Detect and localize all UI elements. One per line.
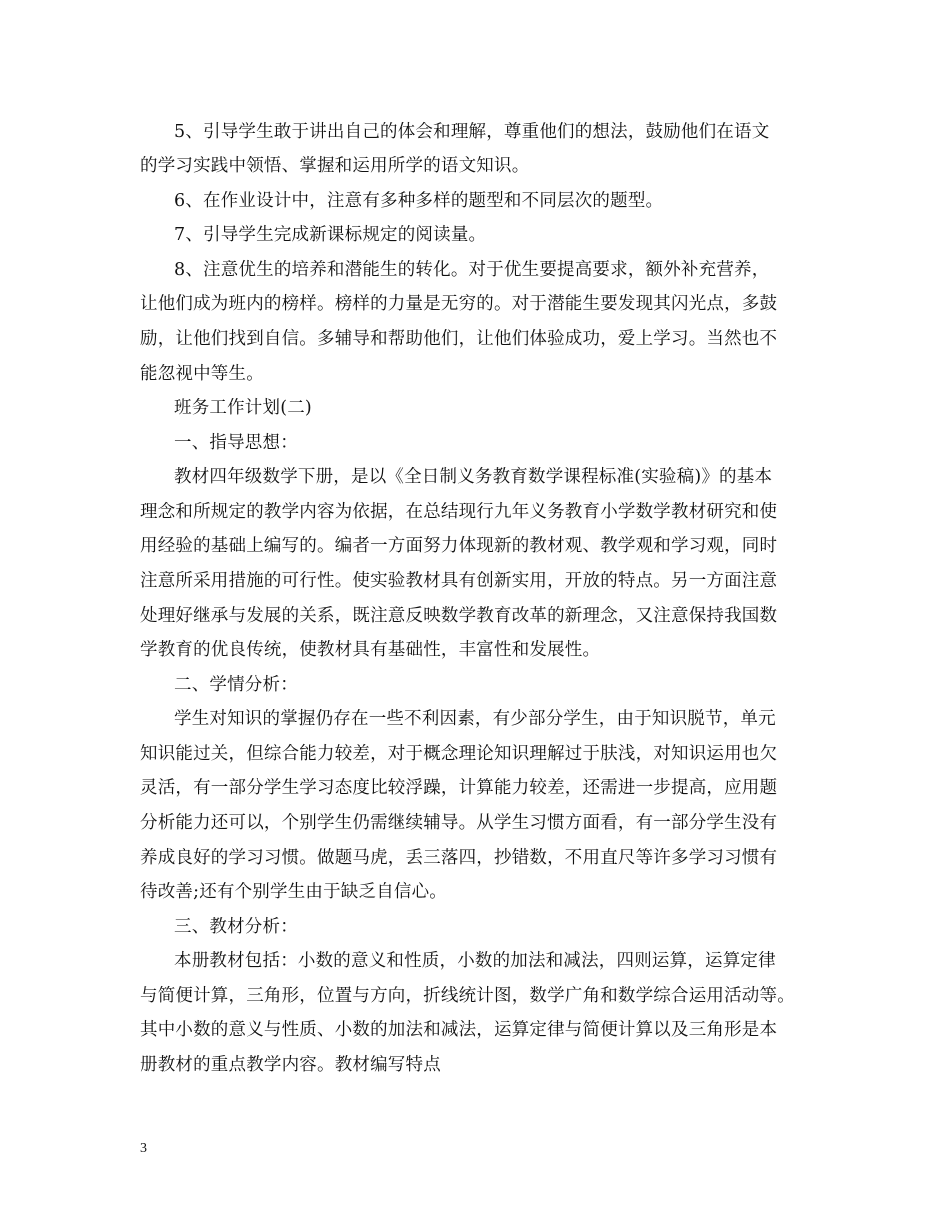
text-line: 理念和所规定的教学内容为依据，在总结现行九年义务教育小学数学教材研究和使: [140, 502, 778, 522]
text-line: 其中小数的意义与性质、小数的加法和减法，运算定律与简便计算以及三角形是本: [140, 1020, 778, 1040]
text-line: 能忽视中等生。: [140, 364, 264, 384]
text-line: 励，让他们找到自信。多辅导和帮助他们，让他们体验成功，爱上学习。当然也不: [140, 329, 778, 349]
text-line: 让他们成为班内的榜样。榜样的力量是无穷的。对于潜能生要发现其闪光点，多鼓: [140, 294, 778, 314]
text-line: 6、在作业设计中，注意有多种多样的题型和不同层次的题型。: [174, 191, 664, 211]
section-heading: 三、教材分析：: [174, 917, 298, 937]
text-line: 知识能过关，但综合能力较差，对于概念理论知识理解过于肤浅，对知识运用也欠: [140, 744, 778, 764]
text-line: 处理好继承与发展的关系，既注意反映数学教育改革的新理念，又注意保持我国数: [140, 606, 778, 626]
text-line: 册教材的重点教学内容。教材编写特点: [140, 1055, 441, 1075]
text-line: 与简便计算，三角形，位置与方向，折线统计图，数学广角和数学综合运用活动等。: [140, 986, 795, 1006]
text-line: 本册教材包括：小数的意义和性质，小数的加法和减法，四则运算，运算定律: [174, 951, 776, 971]
text-line: 待改善;还有个别学生由于缺乏自信心。: [140, 882, 447, 902]
text-line: 养成良好的学习习惯。做题马虎，丢三落四，抄错数，不用直尺等许多学习习惯有: [140, 848, 778, 868]
section-heading: 二、学情分析：: [174, 675, 298, 695]
text-line: 教材四年级数学下册，是以《全日制义务教育数学课程标准(实验稿)》的基本: [174, 467, 773, 487]
section-heading: 一、指导思想：: [174, 433, 298, 453]
text-line: 5、引导学生敢于讲出自己的体会和理解，尊重他们的想法，鼓励他们在语文: [174, 122, 770, 142]
text-line: 的学习实践中领悟、掌握和运用所学的语文知识。: [140, 156, 530, 176]
text-line: 7、引导学生完成新课标规定的阅读量。: [174, 225, 487, 245]
text-line: 8、注意优生的培养和潜能生的转化。对于优生要提高要求，额外补充营养，: [174, 260, 770, 280]
text-line: 分析能力还可以，个别学生仍需继续辅导。从学生习惯方面看，有一部分学生没有: [140, 813, 778, 833]
text-line: 用经验的基础上编写的。编者一方面努力体现新的教材观、教学观和学习观，同时: [140, 536, 778, 556]
text-line: 学教育的优良传统，使教材具有基础性，丰富性和发展性。: [140, 640, 601, 660]
text-line: 注意所采用措施的可行性。使实验教材具有创新实用，开放的特点。另一方面注意: [140, 571, 778, 591]
text-line: 灵活，有一部分学生学习态度比较浮躁，计算能力较差，还需进一步提高，应用题: [140, 778, 778, 798]
section-title: 班务工作计划(二): [174, 398, 312, 418]
page-number: 3: [140, 1141, 147, 1156]
text-line: 学生对知识的掌握仍存在一些不利因素，有少部分学生，由于知识脱节，单元: [174, 709, 776, 729]
